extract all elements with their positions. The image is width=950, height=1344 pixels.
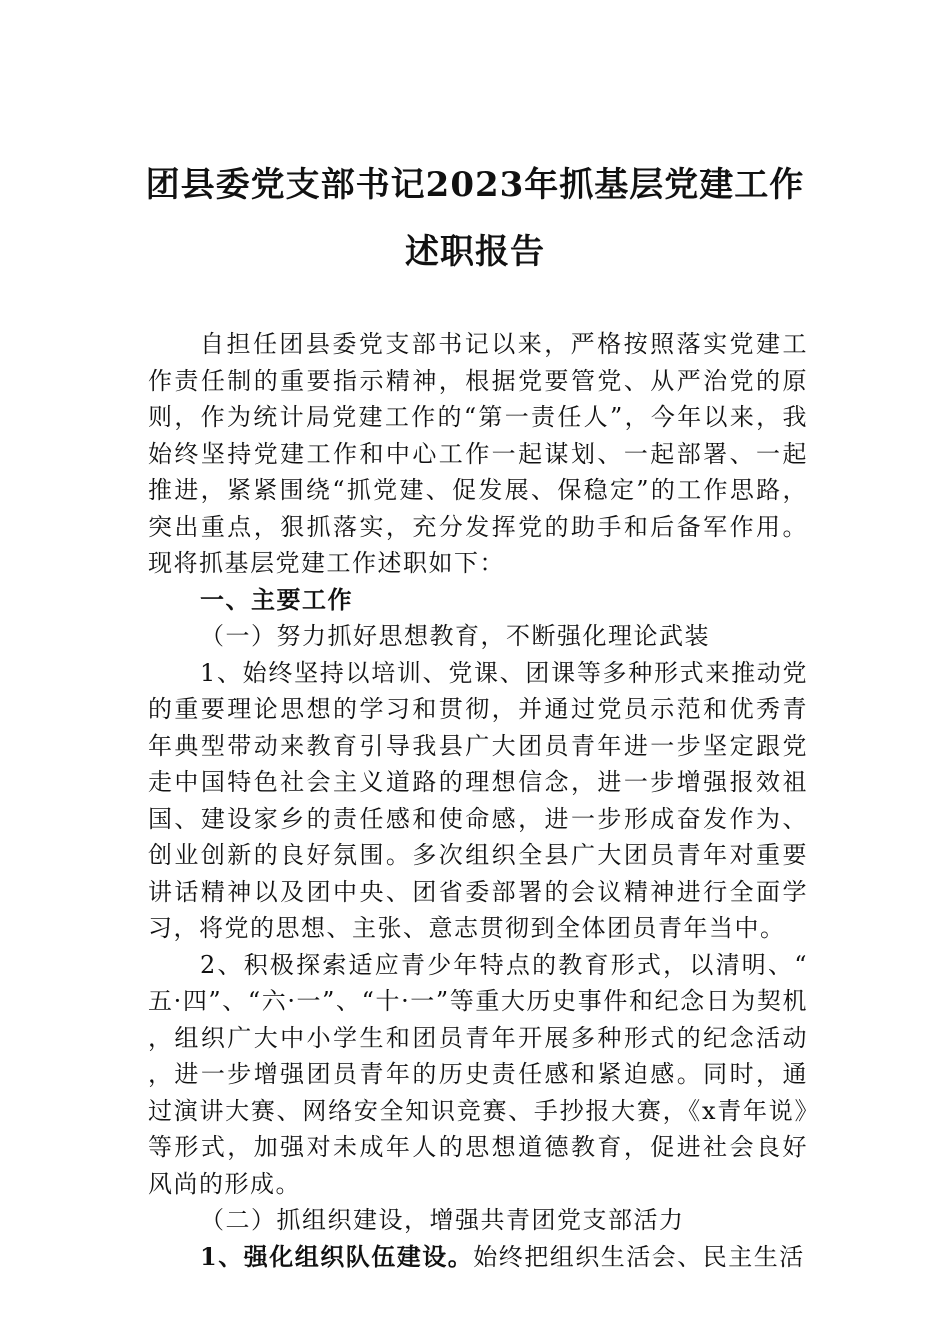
- intro-paragraph: 自担任团县委党支部书记以来，严格按照落实党建工作责任制的重要指示精神，根据党要管党、从严治党的原则，作为统计局党建工作的“第一责任人”，今年以来，我始终坚持党建工作和中心工作一起谋划、一起部署、一起推进，紧紧围绕“抓党建、促发展、保稳定”的工作思路，突出重点，狠抓落实，充分发挥党的助手和后备军作用。现将抓基层党建工作述职如下：: [148, 330, 808, 577]
- document-title-line-1: 团县委党支部书记2023年抓基层党建工作: [145, 165, 805, 205]
- paragraph-3-text: 始终把组织生活会、民主生活: [473, 1242, 805, 1271]
- paragraph-1: 1、始终坚持以培训、党课、团课等多种形式来推动党的重要理论思想的学习和贯彻，并通过党员示范和优秀青年典型带动来教育引导我县广大团员青年进一步坚定跟党走中国特色社会主义道路的理想信念，进一步增强报效祖国、建设家乡的责任感和使命感，进一步形成奋发作为、创业创新的良好氛围。多次组织全县广大团员青年对重要讲话精神以及团中央、团省委部署的会议精神进行全面学习，将党的思想、主张、意志贯彻到全体团员青年当中。: [148, 658, 808, 942]
- document-title-line-2: 述职报告: [405, 232, 545, 272]
- paragraph-2: 2、积极探索适应青少年特点的教育形式，以清明、“五·四”、“六·一”、“十·一”等重大历史事件和纪念日为契机，组织广大中小学生和团员青年开展多种形式的纪念活动，进一步增强团员青年的历史责任感和紧迫感。同时，通过演讲大赛、网络安全知识竞赛、手抄报大赛，《x青年说》等形式，加强对未成年人的思想道德教育，促进社会良好风尚的形成。: [148, 950, 808, 1198]
- subsection-heading-2: （二）抓组织建设，增强共青团党支部活力: [200, 1206, 685, 1234]
- section-heading-main-work: 一、主要工作: [200, 584, 353, 614]
- paragraph-3-lead: 1、强化组织队伍建设。: [200, 1241, 474, 1271]
- document-body: [148, 326, 808, 1275]
- paragraph-3: [148, 1239, 808, 1276]
- subsection-heading-1: （一）努力抓好思想教育，不断强化理论武装: [200, 622, 710, 650]
